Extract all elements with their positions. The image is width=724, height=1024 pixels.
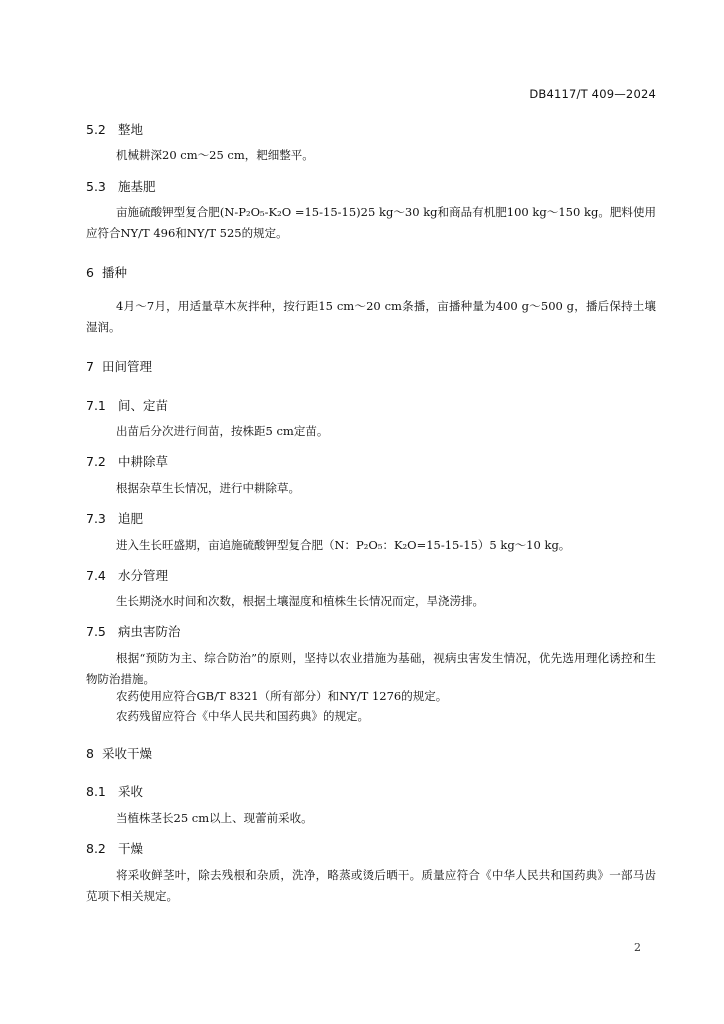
section-number: 7.4 bbox=[86, 568, 106, 583]
heading-7 bbox=[86, 357, 152, 375]
document-code: DB4117/T 409—2024 bbox=[529, 87, 656, 101]
section-title: 田间管理 bbox=[102, 359, 153, 374]
section-number: 5.3 bbox=[86, 179, 106, 194]
section-title: 间、定苗 bbox=[118, 398, 169, 413]
page-number: 2 bbox=[634, 941, 641, 954]
section-number: 7.2 bbox=[86, 454, 106, 469]
section-number: 7.3 bbox=[86, 511, 106, 526]
paragraph-7-1: 出苗后分次进行间苗，按株距5 cm定苗。 bbox=[116, 424, 329, 438]
section-number: 7 bbox=[86, 359, 94, 374]
section-number: 5.2 bbox=[86, 122, 106, 137]
heading-7-4 bbox=[86, 566, 168, 584]
section-title: 中耕除草 bbox=[118, 454, 169, 469]
paragraph-8-1: 当植株茎长25 cm以上、现蕾前采收。 bbox=[116, 811, 313, 825]
section-number: 7.1 bbox=[86, 398, 106, 413]
section-title: 水分管理 bbox=[118, 568, 169, 583]
section-title: 病虫害防治 bbox=[118, 624, 181, 639]
heading-7-3 bbox=[86, 509, 143, 527]
section-number: 8 bbox=[86, 746, 94, 761]
heading-8-1 bbox=[86, 782, 143, 800]
heading-5-2 bbox=[86, 120, 143, 138]
section-title: 整地 bbox=[118, 122, 144, 137]
heading-7-5 bbox=[86, 622, 181, 640]
section-number: 8.1 bbox=[86, 784, 106, 799]
paragraph-7-2: 根据杂草生长情况，进行中耕除草。 bbox=[116, 481, 300, 495]
paragraph-7-4: 生长期浇水时间和次数，根据土壤湿度和植株生长情况而定，旱浇涝排。 bbox=[116, 594, 484, 608]
heading-8-2 bbox=[86, 839, 143, 857]
section-title: 追肥 bbox=[118, 511, 144, 526]
paragraph-7-5-measures: 根据“预防为主、综合防治”的原则，坚持以农业措施为基础，视病虫害发生情况，优先选用理化诱控和生物防治措施。 bbox=[86, 651, 656, 686]
section-title: 采收干燥 bbox=[102, 746, 153, 761]
section-title: 干燥 bbox=[118, 841, 144, 856]
paragraph-7-3: 进入生长旺盛期，亩追施硫酸钾型复合肥（N：P₂O₅：K₂O=15-15-15）5 kg～10 kg。 bbox=[116, 538, 571, 552]
paragraph-8-2: 将采收鲜茎叶，除去残根和杂质，洗净，略蒸或烫后晒干。质量应符合《中华人民共和国药典》一部马齿苋项下相关规定。 bbox=[86, 868, 656, 903]
paragraph-5-3: 亩施硫酸钾型复合肥(N-P₂O₅-K₂O =15-15-15)25 kg～30 kg和商品有机肥100 kg～150 kg。肥料使用应符合NY/T 496和NY/T 525的规定。 bbox=[86, 205, 656, 240]
paragraph-6: 4月～7月，用适量草木灰拌种，按行距15 cm～20 cm条播，亩播种量为400 g～500 g，播后保持土壤湿润。 bbox=[86, 299, 656, 334]
section-title: 施基肥 bbox=[118, 179, 156, 194]
section-title: 播种 bbox=[102, 265, 128, 280]
paragraph-5-2: 机械耕深20 cm～25 cm，耙细整平。 bbox=[116, 148, 314, 162]
section-title: 采收 bbox=[118, 784, 144, 799]
paragraph-7-5-pesticide-use: 农药使用应符合GB/T 8321（所有部分）和NY/T 1276的规定。 bbox=[116, 689, 448, 703]
section-number: 8.2 bbox=[86, 841, 106, 856]
heading-5-3 bbox=[86, 177, 156, 195]
heading-7-2 bbox=[86, 452, 168, 470]
paragraph-7-5-pesticide-residue: 农药残留应符合《中华人民共和国药典》的规定。 bbox=[116, 709, 369, 723]
section-number: 6 bbox=[86, 265, 94, 280]
section-number: 7.5 bbox=[86, 624, 106, 639]
heading-7-1 bbox=[86, 396, 168, 414]
heading-8 bbox=[86, 744, 152, 762]
heading-6 bbox=[86, 263, 127, 281]
